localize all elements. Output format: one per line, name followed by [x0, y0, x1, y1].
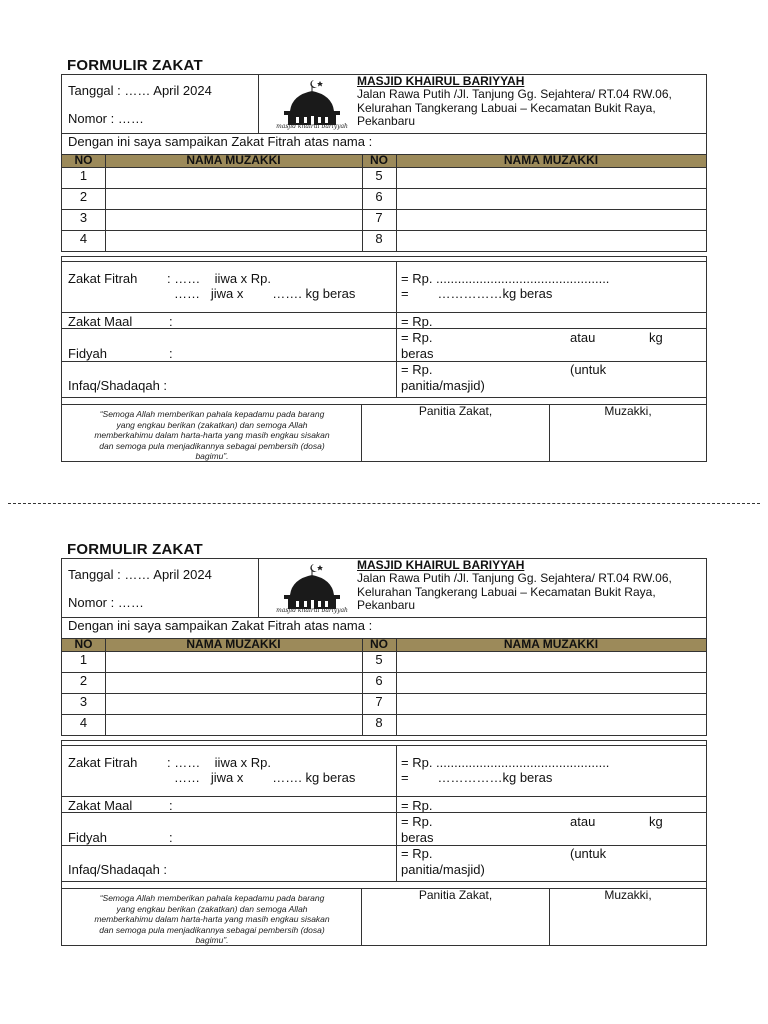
zakat-fitrah-label: Zakat Fitrah [68, 271, 138, 286]
row-number: 3 [79, 210, 88, 225]
divider-line [362, 154, 363, 251]
row-number: 7 [375, 210, 383, 225]
row-number: 2 [79, 189, 88, 204]
quote-line: bagimu”. [195, 451, 229, 461]
form-box-main [61, 74, 707, 252]
intro-text: Dengan ini saya sampaikan Zakat Fitrah atas nama : [68, 134, 373, 149]
mosque-address-1: Jalan Rawa Putih /Jl. Tanjung Gg. Sejahtera/ RT.04 RW.06, [357, 87, 672, 101]
divider-line [62, 328, 706, 329]
quote-line: yang engkau berikan (zakatkan) dan semoga Allah [116, 903, 308, 914]
form-box-details [61, 740, 707, 946]
zakat-fitrah-total-rp[interactable]: = Rp. ................................................ [401, 755, 610, 770]
muzakki-signature-field[interactable] [550, 903, 705, 944]
nama-muzakki-input[interactable] [106, 231, 361, 251]
nomor-field[interactable]: Nomor : …… [68, 595, 144, 610]
panitia-signature-label: Panitia Zakat, [418, 404, 493, 418]
divider-line [62, 881, 706, 882]
zakat-maal-label: Zakat Maal [68, 798, 133, 813]
nama-muzakki-input[interactable] [106, 189, 361, 209]
divider-line [258, 559, 259, 617]
cut-line [8, 503, 760, 504]
quote-line: dan semoga pula menjadikannya sebagai pembersih (dosa) [99, 440, 325, 451]
logo-caption: masjid khairul bariyyah [276, 607, 348, 614]
fidyah-atau: atau [570, 330, 596, 345]
zakat-fitrah-jiwa-kg[interactable]: …… jiwa x ……. kg beras [174, 286, 356, 301]
mosque-address-3: Pekanbaru [357, 598, 416, 612]
zakat-fitrah-jiwa-kg[interactable]: …… jiwa x ……. kg beras [174, 770, 356, 785]
quote-line: memberkahimu dalam harta-harta yang masih engkau sisakan [94, 430, 330, 440]
infaq-label: Infaq/Shadaqah : [68, 378, 168, 393]
fidyah-label: Fidyah [68, 830, 108, 845]
row-number: 6 [375, 673, 383, 688]
panitia-signature-field[interactable] [362, 419, 548, 460]
divider-line [396, 745, 397, 881]
fidyah-beras: beras [401, 346, 434, 361]
quote-line: “Semoga Allah memberikan pahala kepadamu pada barang [99, 893, 325, 903]
nama-muzakki-input[interactable] [106, 652, 361, 672]
zakat-maal-colon: : [169, 798, 173, 813]
mosque-name: MASJID KHAIRUL BARIYYAH [357, 74, 525, 88]
nama-muzakki-input[interactable] [397, 694, 705, 714]
header-no-left: NO [74, 637, 93, 651]
mosque-address-2: Kelurahan Tangkerang Labuai – Kecamatan Bukit Raya, [357, 585, 656, 599]
infaq-label: Infaq/Shadaqah : [68, 862, 168, 877]
divider-line [105, 638, 106, 735]
fidyah-kg: kg [649, 814, 663, 829]
nama-muzakki-input[interactable] [397, 189, 705, 209]
mosque-address-2: Kelurahan Tangkerang Labuai – Kecamatan Bukit Raya, [357, 101, 656, 115]
row-number: 5 [375, 168, 383, 183]
header-nama-left: NAMA MUZAKKI [186, 637, 281, 651]
divider-line [62, 361, 706, 362]
divider-line [258, 75, 259, 133]
infaq-rp[interactable]: = Rp. [401, 362, 433, 377]
infaq-untuk: (untuk [570, 362, 607, 377]
divider-line [62, 261, 706, 262]
header-nama-left: NAMA MUZAKKI [186, 153, 281, 167]
zakat-fitrah-label: Zakat Fitrah [68, 755, 138, 770]
muzakki-signature-field[interactable] [550, 419, 705, 460]
fidyah-beras: beras [401, 830, 434, 845]
infaq-untuk: (untuk [570, 846, 607, 861]
divider-line [62, 397, 706, 398]
divider-line [62, 312, 706, 313]
divider-line [362, 638, 363, 735]
form-title: FORMULIR ZAKAT [67, 57, 203, 74]
row-number: 5 [375, 652, 383, 667]
divider-line [105, 154, 106, 251]
fidyah-rp[interactable]: = Rp. [401, 330, 433, 345]
infaq-panitia: panitia/masjid) [401, 862, 485, 877]
quote-line: “Semoga Allah memberikan pahala kepadamu pada barang [99, 409, 325, 419]
zakat-fitrah-total-kg[interactable]: = ……………kg beras [401, 770, 553, 785]
quote-line: memberkahimu dalam harta-harta yang masih engkau sisakan [94, 914, 330, 924]
fidyah-colon: : [169, 346, 173, 361]
panitia-signature-label: Panitia Zakat, [418, 888, 493, 902]
tanggal-field[interactable]: Tanggal : …… April 2024 [68, 567, 212, 582]
nama-muzakki-input[interactable] [106, 715, 361, 735]
header-no-right: NO [370, 153, 388, 167]
row-number: 3 [79, 694, 88, 709]
divider-line [396, 638, 397, 735]
row-number: 1 [79, 168, 88, 183]
panitia-signature-field[interactable] [362, 903, 548, 944]
form-box-main [61, 558, 707, 736]
quote-line: dan semoga pula menjadikannya sebagai pembersih (dosa) [99, 924, 325, 935]
fidyah-kg: kg [649, 330, 663, 345]
nama-muzakki-input[interactable] [397, 168, 705, 188]
form-box-details [61, 256, 707, 462]
fidyah-label: Fidyah [68, 346, 108, 361]
row-number: 1 [79, 652, 88, 667]
mosque-name: MASJID KHAIRUL BARIYYAH [357, 558, 525, 572]
mosque-address-3: Pekanbaru [357, 114, 416, 128]
nomor-field[interactable]: Nomor : …… [68, 111, 144, 126]
nama-muzakki-input[interactable] [106, 673, 361, 693]
divider-line [62, 812, 706, 813]
intro-text: Dengan ini saya sampaikan Zakat Fitrah atas nama : [68, 618, 373, 633]
row-number: 8 [375, 231, 383, 246]
fidyah-rp[interactable]: = Rp. [401, 814, 433, 829]
zakat-maal-colon: : [169, 314, 173, 329]
muzakki-signature-label: Muzakki, [604, 404, 652, 418]
header-no-left: NO [74, 153, 93, 167]
nama-muzakki-input[interactable] [397, 652, 705, 672]
quote-line: bagimu”. [195, 935, 229, 945]
row-number: 7 [375, 694, 383, 709]
nama-muzakki-input[interactable] [106, 694, 361, 714]
zakat-fitrah-jiwa-rp[interactable]: : …… iiwa x Rp. [167, 271, 272, 286]
row-number: 2 [79, 673, 88, 688]
quote-line: yang engkau berikan (zakatkan) dan semoga Allah [116, 419, 308, 430]
header-no-right: NO [370, 637, 388, 651]
nama-muzakki-input[interactable] [106, 168, 361, 188]
nama-muzakki-input[interactable] [106, 210, 361, 230]
muzakki-signature-label: Muzakki, [604, 888, 652, 902]
infaq-rp[interactable]: = Rp. [401, 846, 433, 861]
header-nama-right: NAMA MUZAKKI [503, 637, 599, 651]
row-number: 4 [79, 715, 88, 730]
nama-muzakki-input[interactable] [397, 673, 705, 693]
mosque-address-1: Jalan Rawa Putih /Jl. Tanjung Gg. Sejahtera/ RT.04 RW.06, [357, 571, 672, 585]
divider-line [62, 745, 706, 746]
zakat-fitrah-total-rp[interactable]: = Rp. ................................................ [401, 271, 610, 286]
row-number: 4 [79, 231, 88, 246]
zakat-fitrah-total-kg[interactable]: = ……………kg beras [401, 286, 553, 301]
fidyah-colon: : [169, 830, 173, 845]
zakat-maal-rp[interactable]: = Rp. [401, 314, 433, 329]
tanggal-field[interactable]: Tanggal : …… April 2024 [68, 83, 212, 98]
zakat-fitrah-jiwa-rp[interactable]: : …… iiwa x Rp. [167, 755, 272, 770]
divider-line [396, 154, 397, 251]
infaq-panitia: panitia/masjid) [401, 378, 485, 393]
divider-line [396, 261, 397, 397]
zakat-maal-rp[interactable]: = Rp. [401, 798, 433, 813]
form-title: FORMULIR ZAKAT [67, 541, 203, 558]
logo-caption: masjid khairul bariyyah [276, 123, 348, 130]
nama-muzakki-input[interactable] [397, 715, 705, 735]
divider-line [62, 845, 706, 846]
row-number: 8 [375, 715, 383, 730]
nama-muzakki-input[interactable] [397, 231, 705, 251]
fidyah-atau: atau [570, 814, 596, 829]
divider-line [62, 796, 706, 797]
nama-muzakki-input[interactable] [397, 210, 705, 230]
header-nama-right: NAMA MUZAKKI [503, 153, 599, 167]
row-number: 6 [375, 189, 383, 204]
zakat-maal-label: Zakat Maal [68, 314, 133, 329]
